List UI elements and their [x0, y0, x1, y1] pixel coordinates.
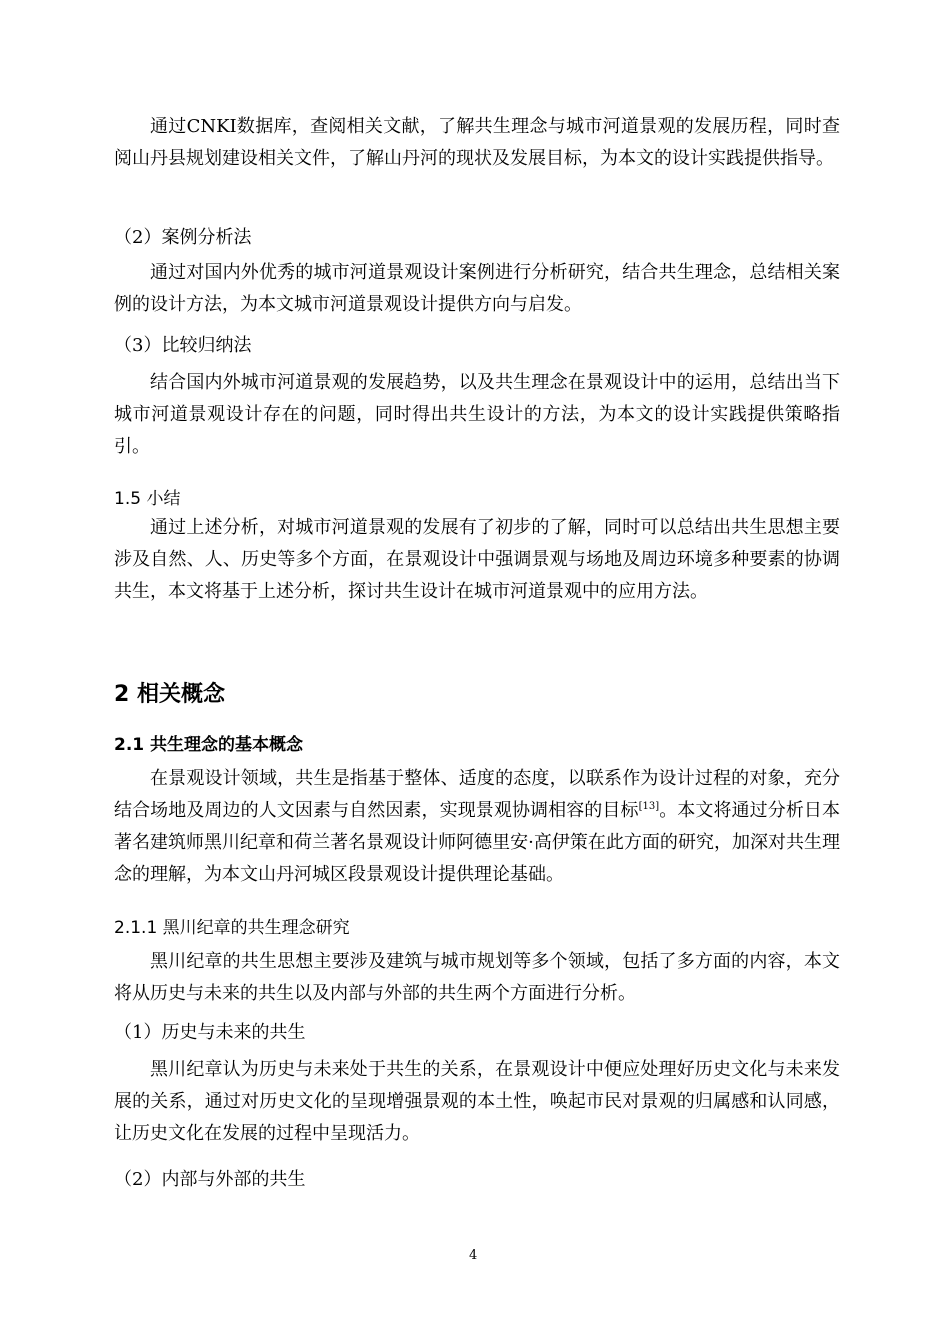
paragraph-text-main: 在景观设计领域，共生是指基于整体、适度的态度，以联系作为设计过程的对象，充分结合场地及周边的人文因素与自然因素，实现景观协调相容的目标: [114, 768, 840, 821]
section-heading-basic-concept: 2.1 共生理念的基本概念: [114, 735, 304, 755]
paragraph-literature-method: [114, 111, 840, 175]
list-item-history-future: （1）历史与未来的共生: [114, 1022, 306, 1043]
paragraph-text: 通过对国内外优秀的城市河道景观设计案例进行分析研究，结合共生理念，总结相关案例的设计方法，为本文城市河道景观设计提供方向与启发。: [114, 262, 840, 315]
paragraph-case-analysis: [114, 257, 840, 321]
chapter-heading: 2 相关概念: [114, 682, 225, 707]
paragraph-text: 通过上述分析，对城市河道景观的发展有了初步的了解，同时可以总结出共生思想主要涉及自然、人、历史等多个方面，在景观设计中强调景观与场地及周边环境多种要素的协调共生，本文将基于上述分析，探讨共生设计在城市河道景观中的应用方法。: [114, 517, 840, 602]
section-heading-summary: 1.5 小结: [114, 489, 181, 509]
list-item-inner-outer: （2）内部与外部的共生: [114, 1169, 306, 1190]
paragraph-summary: [114, 512, 840, 608]
paragraph-text: 黑川纪章认为历史与未来处于共生的关系，在景观设计中便应处理好历史文化与未来发展的关系，通过对历史文化的呈现增强景观的本土性，唤起市民对景观的归属感和认同感，让历史文化在发展的过程中呈现活力。: [114, 1059, 840, 1144]
paragraph-text: 结合国内外城市河道景观的发展趋势，以及共生理念在景观设计中的运用，总结出当下城市河道景观设计存在的问题，同时得出共生设计的方法，为本文的设计实践提供策略指引。: [114, 372, 840, 457]
paragraph-text: [114, 763, 840, 891]
paragraph-history-future: [114, 1054, 840, 1150]
subsection-heading-kurokawa: 2.1.1 黑川纪章的共生理念研究: [114, 918, 350, 938]
citation-ref: [13]: [638, 801, 660, 812]
paragraph-text: 通过CNKI数据库，查阅相关文献，了解共生理念与城市河道景观的发展历程，同时查阅山丹县规划建设相关文件，了解山丹河的现状及发展目标，为本文的设计实践提供指导。: [114, 116, 840, 169]
page-number: 4: [469, 1248, 478, 1263]
paragraph-text-continued: 。本文将通过分析日本著名建筑师黑川纪章和荷兰著名景观设计师阿德里安·高伊策在此方面的研究，加深对共生理念的理解，为本文山丹河城区段景观设计提供理论基础。: [114, 800, 840, 885]
paragraph-comparison: [114, 367, 840, 463]
paragraph-text: 黑川纪章的共生思想主要涉及建筑与城市规划等多个领域，包括了多方面的内容，本文将从历史与未来的共生以及内部与外部的共生两个方面进行分析。: [114, 951, 840, 1004]
method-item-comparison: （3）比较归纳法: [114, 335, 252, 356]
paragraph-symbiosis-concept: [114, 763, 840, 891]
method-item-case-analysis: （2）案例分析法: [114, 227, 252, 248]
paragraph-kurokawa: [114, 946, 840, 1010]
